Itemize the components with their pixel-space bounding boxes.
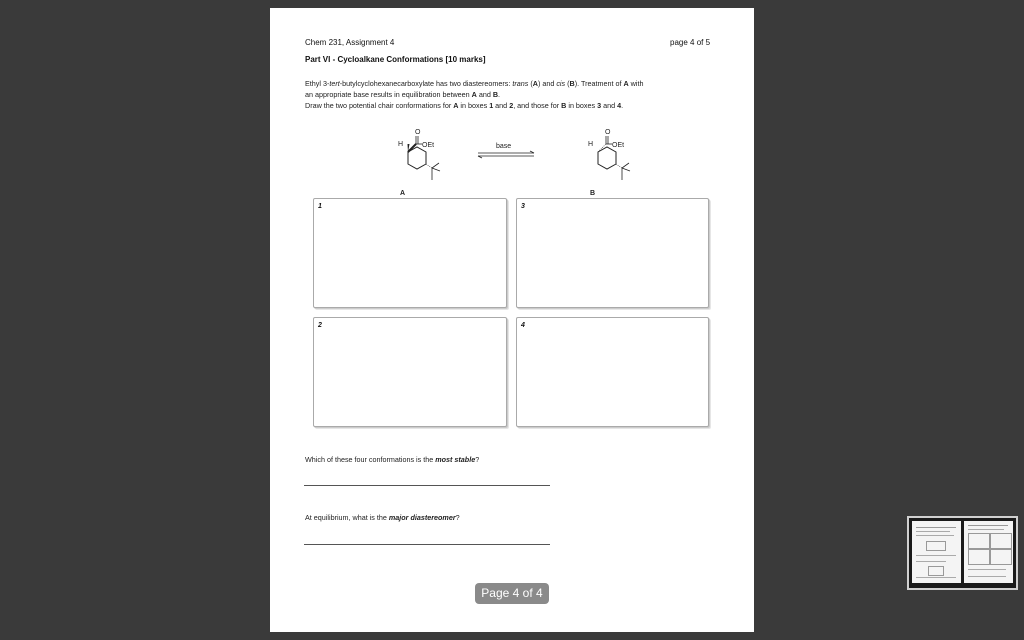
- carbonyl-o-label: O: [605, 129, 611, 136]
- box-number: 4: [521, 322, 525, 329]
- question-most-stable: Which of these four conformations is the most stable?: [305, 455, 480, 464]
- answer-box-4[interactable]: [516, 317, 709, 427]
- molecule-b-structure: [574, 124, 644, 196]
- box-number: 1: [318, 203, 322, 210]
- section-title: Part VI - Cycloalkane Conformations [10 marks]: [305, 55, 486, 64]
- answer-line-1[interactable]: [304, 485, 550, 486]
- answer-box-3[interactable]: [516, 198, 709, 308]
- oet-label: OEt: [612, 142, 625, 149]
- molecule-b-label: B: [590, 190, 596, 196]
- intro-line-3: Draw the two potential chair conformations for A in boxes 1 and 2, and those for B in boxes 3 and 4.: [305, 101, 624, 110]
- box-number: 3: [521, 203, 525, 210]
- equilibrium-arrows: [476, 139, 538, 161]
- page-indicator: Page 4 of 4: [475, 583, 549, 604]
- oet-label: OEt: [422, 142, 435, 149]
- intro-line-2: an appropriate base results in equilibration between A and B.: [305, 90, 501, 99]
- molecule-a-label: A: [400, 190, 406, 196]
- thumbnail-page-left[interactable]: [912, 521, 961, 583]
- header-page-number: page 4 of 5: [670, 38, 711, 47]
- answer-line-2[interactable]: [304, 544, 550, 545]
- arrow-base-label: base: [496, 143, 512, 150]
- h-label: H: [398, 141, 404, 148]
- question-major-diastereomer: At equilibrium, what is the major diastereomer?: [305, 513, 460, 522]
- header-course: Chem 231, Assignment 4: [305, 38, 395, 47]
- page-thumbnail-navigator[interactable]: [907, 516, 1018, 590]
- document-page: [270, 8, 754, 632]
- answer-box-2[interactable]: [313, 317, 507, 427]
- intro-line-1: Ethyl 3-tert-butylcyclohexanecarboxylate has two diastereomers: trans (A) and cis (B). Treatment of A with: [305, 79, 644, 88]
- box-number: 2: [318, 322, 322, 329]
- h-label: H: [588, 141, 594, 148]
- thumbnail-page-right[interactable]: [964, 521, 1013, 583]
- carbonyl-o-label: O: [415, 129, 421, 136]
- answer-box-1[interactable]: [313, 198, 507, 308]
- molecule-a-structure: [384, 124, 454, 196]
